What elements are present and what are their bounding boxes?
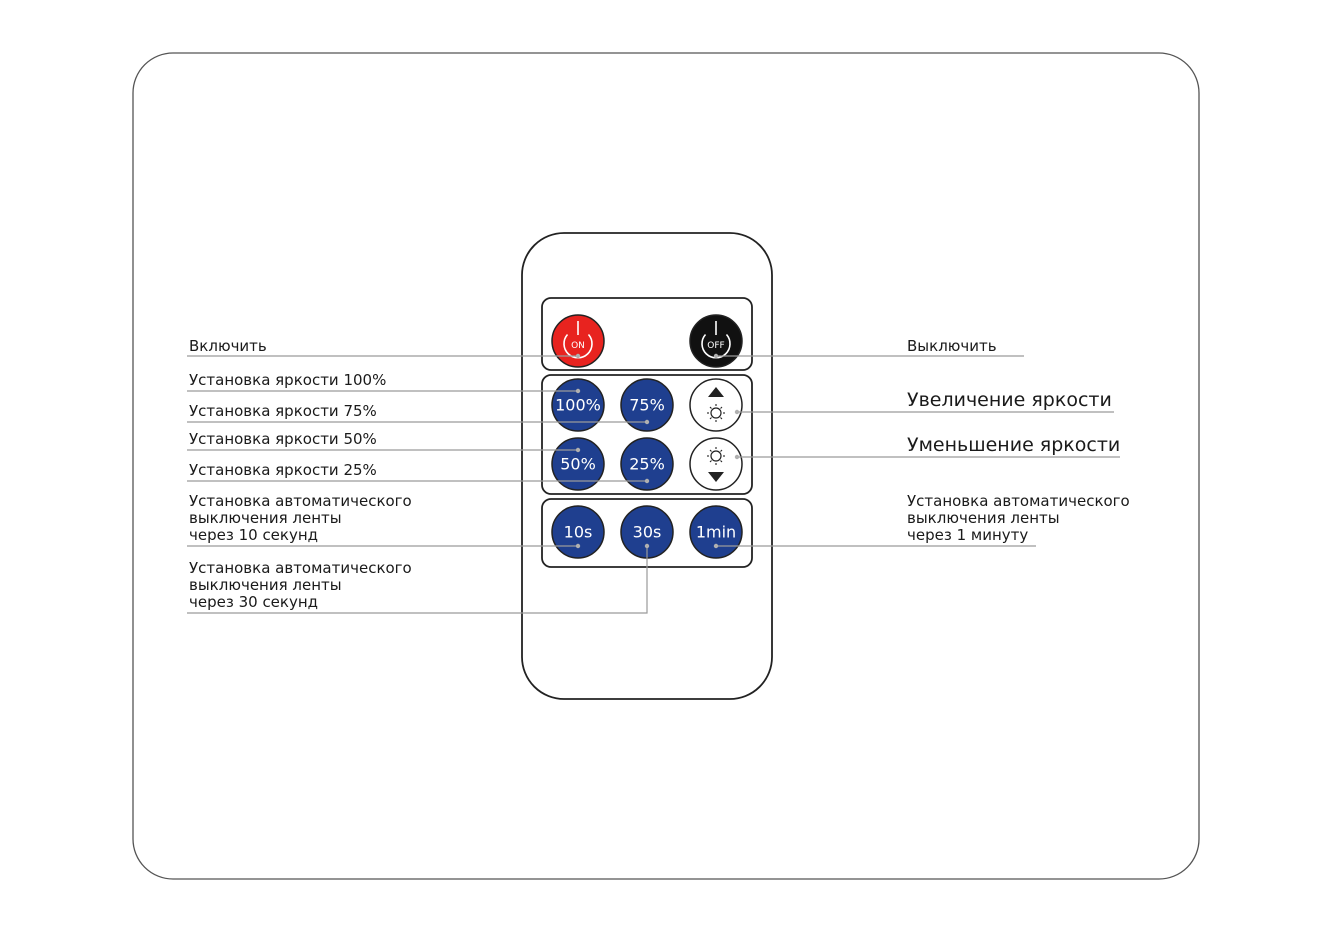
dot-100 [576,389,580,393]
timer-10s-button[interactable] [552,506,604,558]
brightness-50-button[interactable] [552,438,604,490]
timer-1min-label: 1min [695,522,737,542]
dot-75 [645,420,649,424]
dot-down [735,455,739,459]
off-button[interactable] [690,315,742,367]
timer-30s-label: 30s [632,522,662,542]
label-brightness-50: Установка яркости 50% [189,430,377,448]
brightness-100-button[interactable] [552,379,604,431]
timer-1min-button[interactable] [690,506,742,558]
brightness-25-label: 25% [629,454,665,474]
dot-10s [576,544,580,548]
label-timer-10s-line3: через 10 секунд [189,526,319,544]
label-timer-30s-line2: выключения ленты [189,576,342,594]
dot-30s [645,544,649,548]
label-timer-10s-line1: Установка автоматического [189,492,412,510]
timer-10s-label: 10s [563,522,593,542]
label-timer-30s-line1: Установка автоматического [189,559,412,577]
label-timer-30s-line3: через 30 секунд [189,593,319,611]
label-brightness-100: Установка яркости 100% [189,371,387,389]
dot-1min [714,544,718,548]
dot-25 [645,479,649,483]
label-timer-1min-line3: через 1 минуту [907,526,1029,544]
dot-off [714,354,718,358]
label-on: Включить [189,337,267,355]
off-caption: OFF [707,341,725,351]
label-off: Выключить [907,337,997,355]
label-timer-10s-line2: выключения ленты [189,509,342,527]
dot-on [576,354,580,358]
label-brightness-75: Установка яркости 75% [189,402,377,420]
on-caption: ON [571,341,585,351]
dot-up [735,410,739,414]
on-button[interactable] [552,315,604,367]
label-brightness-down: Уменьшение яркости [907,434,1121,456]
label-brightness-25: Установка яркости 25% [189,461,377,479]
brightness-100-label: 100% [555,395,601,415]
brightness-75-label: 75% [629,395,665,415]
brightness-down-button[interactable] [690,438,742,490]
label-brightness-up: Увеличение яркости [907,389,1112,411]
label-timer-1min-line2: выключения ленты [907,509,1060,527]
dot-50 [576,448,580,452]
brightness-up-button[interactable] [690,379,742,431]
brightness-50-label: 50% [560,454,596,474]
label-timer-1min-line1: Установка автоматического [907,492,1130,510]
